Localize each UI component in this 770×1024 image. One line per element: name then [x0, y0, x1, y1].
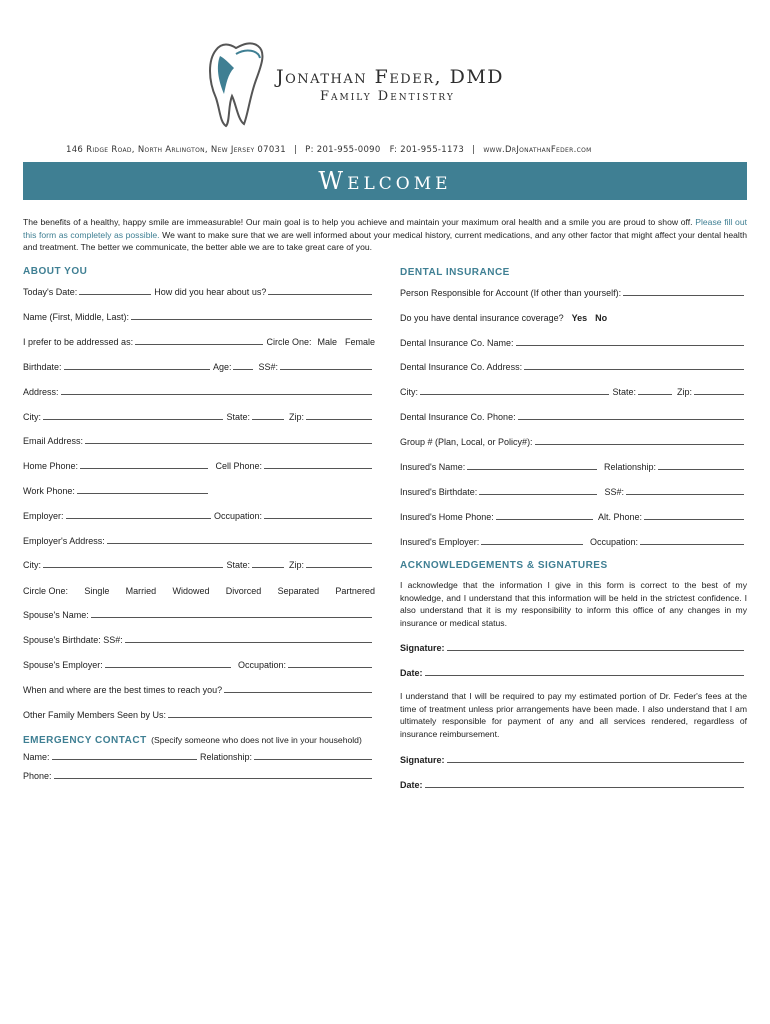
coverage-label: Do you have dental insurance coverage?: [400, 313, 564, 323]
co-phone-row[interactable]: [400, 410, 747, 422]
employer-city-row[interactable]: [23, 558, 375, 570]
employer-address-input[interactable]: [107, 542, 372, 544]
work-phone-row[interactable]: [23, 484, 211, 496]
todays-date-input[interactable]: [79, 293, 151, 295]
occupation-label: Occupation:: [213, 511, 262, 521]
zip-label: Zip:: [288, 412, 304, 422]
coverage-yes[interactable]: Yes: [571, 313, 588, 323]
spouse-employer-input[interactable]: [105, 666, 231, 668]
insured-name-row[interactable]: [400, 460, 747, 472]
spouse-birth-row[interactable]: [23, 633, 375, 645]
todays-date-row[interactable]: [23, 285, 375, 297]
insurance-heading: DENTAL INSURANCE: [400, 267, 510, 278]
co-name-label: Dental Insurance Co. Name:: [400, 338, 514, 348]
occupation-input[interactable]: [264, 517, 372, 519]
co-city-input[interactable]: [420, 393, 609, 395]
insured-relationship-input[interactable]: [658, 468, 744, 470]
welcome-title: Welcome: [318, 167, 452, 195]
emergency-relationship-label: Relationship:: [199, 752, 252, 762]
co-state-label: State:: [612, 387, 636, 397]
other-family-row[interactable]: [23, 708, 375, 720]
alt-phone-label: Alt. Phone:: [597, 512, 642, 522]
birthdate-input[interactable]: [64, 368, 210, 370]
employer-state-input[interactable]: [252, 566, 284, 568]
gender-label: Circle One:: [266, 337, 312, 347]
marital-separated[interactable]: Separated: [277, 586, 320, 596]
gender-male[interactable]: Male: [317, 337, 337, 347]
employer-zip-input[interactable]: [306, 566, 372, 568]
practice-subtitle: Family Dentistry: [320, 89, 455, 104]
marital-label: Circle One:: [23, 586, 69, 596]
address-row[interactable]: [23, 385, 375, 397]
emergency-relationship-input[interactable]: [254, 758, 372, 760]
emergency-phone-input[interactable]: [54, 777, 372, 779]
gender-female[interactable]: Female: [344, 337, 375, 347]
address-text: 146 Ridge Road, North Arlington, New Jersey 07031: [66, 145, 286, 155]
about-heading: ABOUT YOU: [23, 266, 88, 277]
spouse-occupation-label: Occupation:: [237, 660, 286, 670]
email-input[interactable]: [85, 442, 372, 444]
co-name-row[interactable]: [400, 336, 747, 348]
emergency-heading: EMERGENCY CONTACT: [23, 735, 147, 746]
alt-phone-input[interactable]: [644, 518, 744, 520]
employer-city-label: City:: [23, 560, 41, 570]
date-input-2[interactable]: [425, 786, 744, 788]
ssn-input[interactable]: [280, 368, 372, 370]
signature-input-1[interactable]: [447, 649, 744, 651]
intro-highlight: Please fill out this form as completely as possible.: [23, 217, 747, 240]
group-row[interactable]: [400, 435, 747, 447]
employer-zip-label: Zip:: [288, 560, 304, 570]
emergency-name-row[interactable]: [23, 750, 375, 762]
coverage-no[interactable]: No: [595, 313, 608, 323]
marital-married[interactable]: Married: [125, 586, 157, 596]
employer-label: Employer:: [23, 511, 64, 521]
marital-widowed[interactable]: Widowed: [172, 586, 210, 596]
city-row[interactable]: [23, 410, 375, 422]
insured-occupation-input[interactable]: [640, 543, 744, 545]
insured-employer-input[interactable]: [481, 543, 583, 545]
birthdate-label: Birthdate:: [23, 362, 62, 372]
insured-birth-label: Insured's Birthdate:: [400, 487, 478, 497]
state-input[interactable]: [252, 418, 284, 420]
address-input[interactable]: [61, 393, 372, 395]
separator: |: [293, 145, 298, 155]
state-label: State:: [226, 412, 250, 422]
co-address-row[interactable]: [400, 360, 747, 372]
intro-paragraph: [23, 216, 747, 254]
date-label-2: Date:: [400, 780, 423, 790]
co-zip-label: Zip:: [676, 387, 692, 397]
other-family-label: Other Family Members Seen by Us:: [23, 710, 167, 720]
best-times-label: When and where are the best times to reach you?: [23, 685, 223, 695]
name-input[interactable]: [131, 318, 372, 320]
insured-birth-row[interactable]: [400, 485, 747, 497]
signature-input-2[interactable]: [447, 761, 744, 763]
emergency-heading-row: [23, 730, 362, 748]
name-label: Name (First, Middle, Last):: [23, 312, 130, 322]
insured-occupation-label: Occupation:: [589, 537, 638, 547]
home-phone-row[interactable]: [23, 459, 375, 471]
signature-row-1[interactable]: [400, 641, 747, 653]
co-city-row[interactable]: [400, 385, 747, 397]
signature-label-2: Signature:: [400, 755, 445, 765]
age-label: Age:: [212, 362, 232, 372]
coverage-row: [400, 311, 747, 323]
tooth-logo: [206, 40, 272, 128]
insured-home-label: Insured's Home Phone:: [400, 512, 494, 522]
city-input[interactable]: [43, 418, 223, 420]
welcome-banner: [23, 162, 747, 200]
date-row-1[interactable]: [400, 666, 747, 678]
responsible-input[interactable]: [623, 294, 744, 296]
todays-date-label: Today's Date:: [23, 287, 78, 297]
fax-text: F: 201-955-1173: [389, 145, 465, 155]
website-link[interactable]: www.DrJonathanFeder.com: [483, 145, 592, 155]
co-city-label: City:: [400, 387, 418, 397]
insured-home-row[interactable]: [400, 510, 747, 522]
insured-name-label: Insured's Name:: [400, 462, 466, 472]
date-label-1: Date:: [400, 668, 423, 678]
spouse-birth-input[interactable]: [125, 641, 372, 643]
prefer-row[interactable]: [23, 335, 375, 347]
ack-paragraph-2: I understand that I will be required to pay my estimated portion of Dr. Feder's fees at the time of treatment unless prior arrangements have been made. I also understand that I am ultimately responsible for payment of any and all services rendered, regardless of insurance reimbursement.: [400, 691, 747, 739]
age-input[interactable]: [233, 368, 253, 370]
insured-employer-label: Insured's Employer:: [400, 537, 480, 547]
spouse-name-row[interactable]: [23, 608, 375, 620]
separator: |: [472, 145, 476, 155]
insured-ssn-label: SS#:: [604, 487, 624, 497]
spouse-name-input[interactable]: [91, 616, 372, 618]
co-zip-input[interactable]: [694, 393, 744, 395]
email-label: Email Address:: [23, 436, 84, 446]
phone-text: P: 201-955-0090: [305, 145, 381, 155]
co-phone-label: Dental Insurance Co. Phone:: [400, 412, 516, 422]
co-name-input[interactable]: [516, 344, 744, 346]
employer-address-label: Employer's Address:: [23, 536, 105, 546]
spouse-occupation-input[interactable]: [288, 666, 372, 668]
co-phone-input[interactable]: [518, 418, 744, 420]
insured-home-input[interactable]: [496, 518, 593, 520]
emergency-phone-row[interactable]: [23, 769, 375, 781]
ack-heading: ACKNOWLEDGEMENTS & SIGNATURES: [400, 560, 608, 571]
how-hear-label: How did you hear about us?: [154, 287, 267, 297]
co-state-input[interactable]: [638, 393, 672, 395]
employer-input[interactable]: [66, 517, 211, 519]
spouse-birth-label: Spouse's Birthdate: SS#:: [23, 635, 123, 645]
marital-single[interactable]: Single: [84, 586, 110, 596]
employer-address-row[interactable]: [23, 534, 375, 546]
home-phone-input[interactable]: [80, 467, 208, 469]
emergency-phone-label: Phone:: [23, 771, 52, 781]
work-phone-label: Work Phone:: [23, 486, 75, 496]
spouse-employer-row[interactable]: [23, 658, 375, 670]
other-family-input[interactable]: [168, 716, 372, 718]
marital-row: [23, 584, 375, 596]
spouse-name-label: Spouse's Name:: [23, 610, 89, 620]
co-address-input[interactable]: [524, 368, 744, 370]
cell-phone-label: Cell Phone:: [215, 461, 262, 471]
ssn-label: SS#:: [258, 362, 278, 372]
employer-state-label: State:: [226, 560, 250, 570]
emergency-name-label: Name:: [23, 752, 50, 762]
intro-text-rest: We want to make sure that we are well informed about your medical history, current medications, and any other factor that might affect your dental health and treatment. The better we communicate, the better able we are to take great care of you.: [23, 229, 747, 252]
cell-phone-input[interactable]: [264, 467, 372, 469]
co-address-label: Dental Insurance Co. Address:: [400, 362, 523, 372]
work-phone-input[interactable]: [77, 492, 208, 494]
responsible-row[interactable]: [400, 286, 747, 298]
best-times-row[interactable]: [23, 683, 375, 695]
intro-text: The benefits of a healthy, happy smile are immeasurable! Our main goal is to help you achieve and maintain your maximum oral health and a smile you are proud to show off.: [23, 217, 696, 227]
insured-birth-input[interactable]: [479, 493, 597, 495]
prefer-input[interactable]: [135, 343, 263, 345]
spouse-employer-label: Spouse's Employer:: [23, 660, 103, 670]
signature-row-2[interactable]: [400, 753, 747, 765]
zip-input[interactable]: [306, 418, 372, 420]
emergency-name-input[interactable]: [52, 758, 197, 760]
group-input[interactable]: [535, 443, 744, 445]
how-hear-input[interactable]: [268, 293, 372, 295]
city-label: City:: [23, 412, 41, 422]
insured-relationship-label: Relationship:: [603, 462, 656, 472]
employer-row[interactable]: [23, 509, 375, 521]
email-row[interactable]: [23, 434, 375, 446]
marital-divorced[interactable]: Divorced: [225, 586, 262, 596]
group-label: Group # (Plan, Local, or Policy#):: [400, 437, 533, 447]
emergency-note: (Specify someone who does not live in your household): [151, 735, 362, 745]
birthdate-row[interactable]: [23, 360, 375, 372]
prefer-label: I prefer to be addressed as:: [23, 337, 134, 347]
ack-paragraph-1: I acknowledge that the information I give in this form is correct to the best of my knowledge, and I understand that this information will be held in the strictest confidence. I also understand that it is my responsibility to inform this office of any changes in my insurance or medical status.: [400, 580, 747, 628]
signature-label-1: Signature:: [400, 643, 445, 653]
responsible-label: Person Responsible for Account (If other than yourself):: [400, 288, 622, 298]
marital-partnered[interactable]: Partnered: [335, 586, 375, 596]
address-label: Address:: [23, 387, 59, 397]
best-times-input[interactable]: [224, 691, 372, 693]
home-phone-label: Home Phone:: [23, 461, 79, 471]
contact-line: [66, 145, 592, 155]
insured-name-input[interactable]: [467, 468, 597, 470]
date-row-2[interactable]: [400, 778, 747, 790]
name-row[interactable]: [23, 310, 375, 322]
insured-employer-row[interactable]: [400, 535, 747, 547]
practice-name: Jonathan Feder, DMD: [276, 66, 505, 88]
insured-ssn-input[interactable]: [626, 493, 744, 495]
date-input-1[interactable]: [425, 674, 744, 676]
employer-city-input[interactable]: [43, 566, 223, 568]
